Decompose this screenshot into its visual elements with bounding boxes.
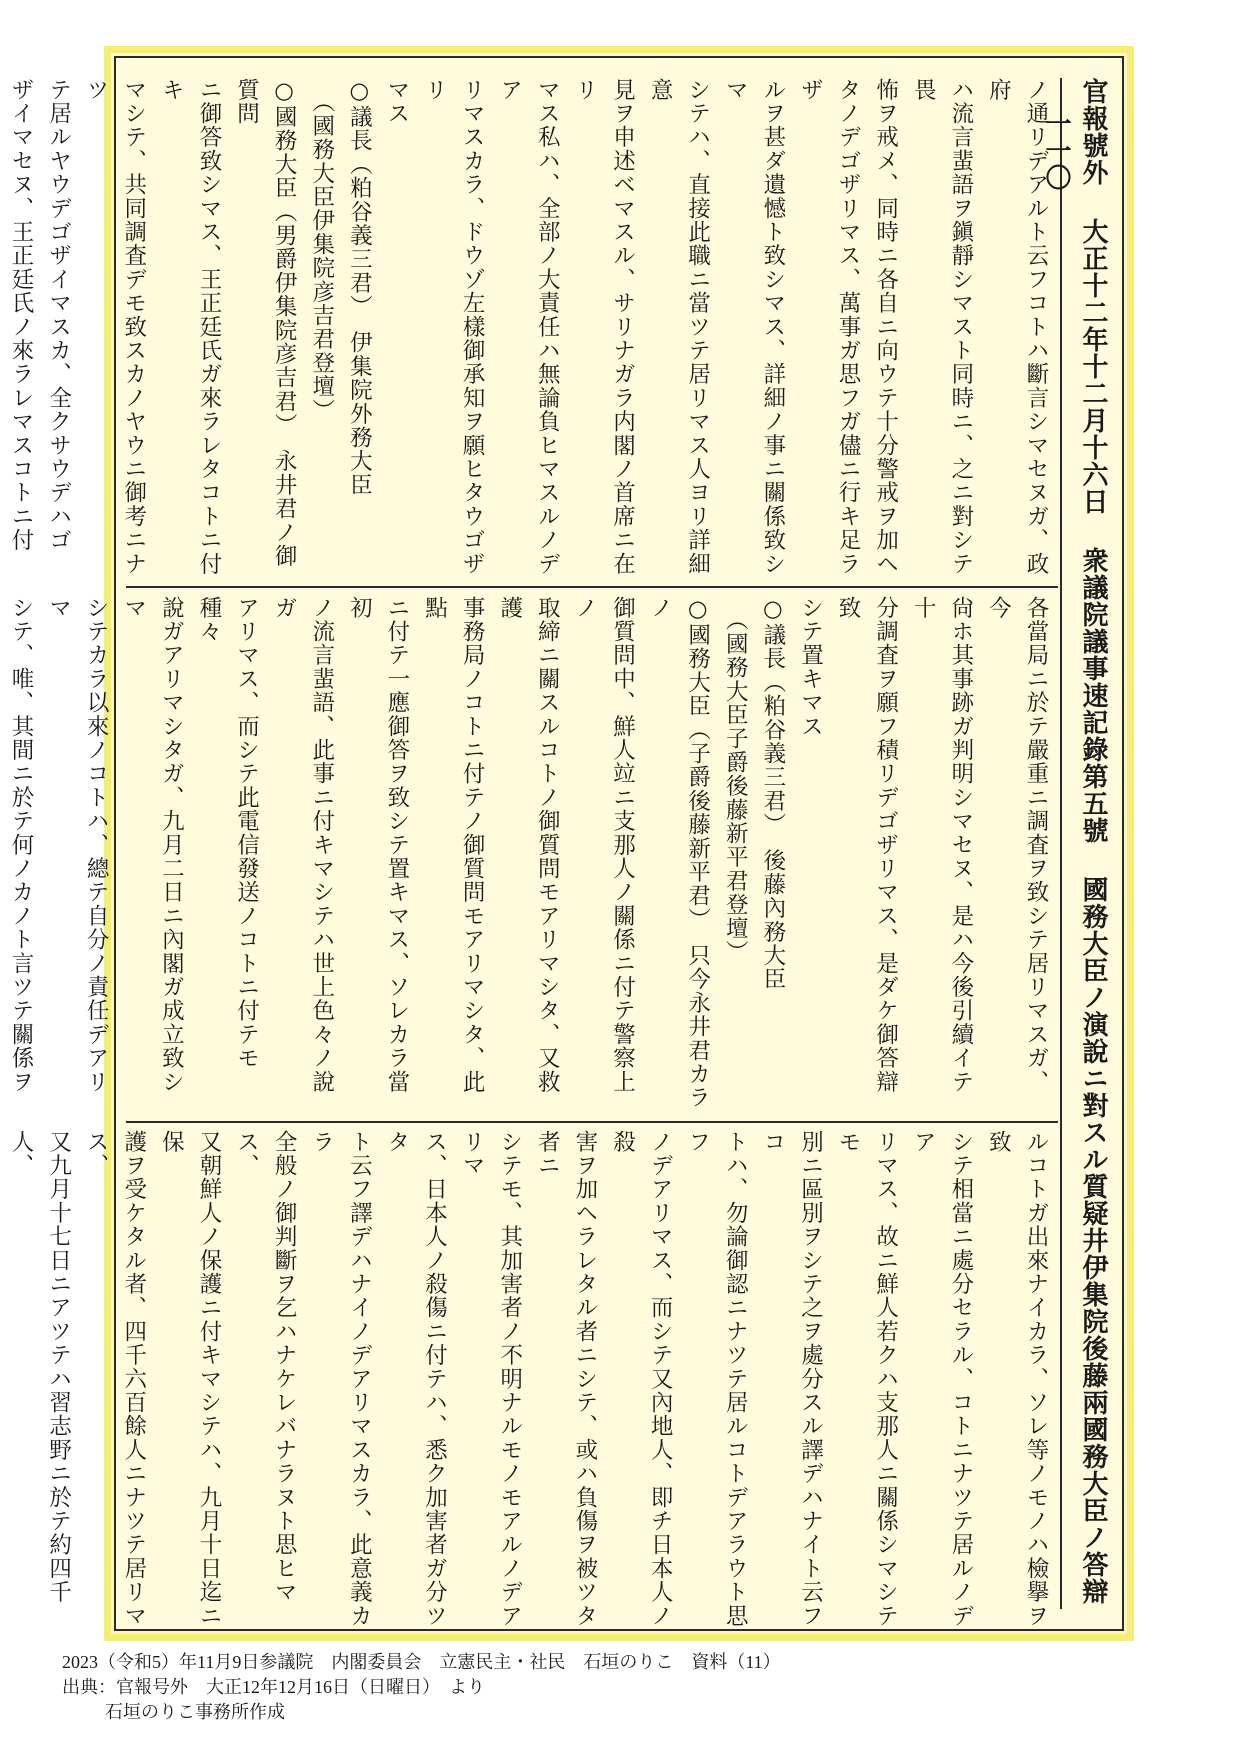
text-column: シテ相當ニ處分セラル、コトニナツテ居ルノデア xyxy=(910,1130,974,1628)
text-column: 別ニ區別ヲシテ之ヲ處分スル譯デハナイト云フコ xyxy=(759,1130,824,1628)
text-column: シテカラ以來ノコトハ、總テ自分ノ責任デアリマ xyxy=(45,596,110,1094)
section-divider xyxy=(126,586,1058,588)
text-column: （國務大臣子爵後藤新平君登壇） xyxy=(722,596,749,964)
text-column xyxy=(0,596,1,1116)
text-column: 又朝鮮人ノ保護ニ付キマシテハ、九月十日迄ニ保 xyxy=(158,1130,222,1628)
document-footer xyxy=(62,1650,781,1725)
text-column: ○國務大臣（子爵後藤新平君） 只今永井君カラノ xyxy=(647,596,711,1110)
text-column: 說ガアリマシタガ、九月二日ニ內閣ガ成立致シマ xyxy=(120,596,185,1094)
text-column: ス、日本人ノ殺傷ニ付テハ、悉ク加害者ガ分ツタ xyxy=(383,1130,448,1628)
text-column: 御質問中、鮮人竝ニ支那人ノ關係ニ付テ警察上ノ xyxy=(571,596,636,1094)
text-column: 護ヲ受ケタル者、四千六百餘人ニナツテ居リマス、 xyxy=(83,1130,147,1628)
text-column: 取締ニ關スルコトノ御質問モアリマシタ、又救護 xyxy=(496,596,561,1094)
footer-author: 石垣のりこ事務所作成 xyxy=(105,1702,285,1722)
text-column: ニ付テ一應御答ヲ致シテ置キマス、ソレカラ當初 xyxy=(346,596,410,1094)
text-block-middle xyxy=(7,596,1054,1116)
highlighted-gazette-page xyxy=(7,46,1134,1641)
text-column: シテ、唯、其間ニ於テ何ノカノト言ツテ關係ヲ xyxy=(7,596,34,1094)
text-column: シテハ、直接此職ニ當ツテ居リマス人ヨリ詳細意 xyxy=(647,78,711,576)
footer-source-note: 2023（令和5）年11月9日参議院 内閣委員会 立憲民主・社民 石垣のりこ 資料（11） xyxy=(62,1652,781,1672)
section-divider xyxy=(126,1121,1058,1123)
text-column: テ居ルヤウデゴザイマスカ、全クサウデハゴ xyxy=(45,78,72,552)
text-column: シテ置キマス xyxy=(797,596,824,739)
text-column: 全般ノ御判斷ヲ乞ハナケレバナラヌト思ヒマス、 xyxy=(233,1130,298,1604)
topic-title: 國務大臣ノ演說ニ對スル質疑井伊集院後藤兩國務大臣ノ答辯 xyxy=(1078,876,1108,1606)
text-column: 各當局ニ於テ嚴重ニ調査ヲ致シテ居リマスガ、今 xyxy=(985,596,1049,1094)
text-column: 尙ホ其事跡ガ判明シマセヌ、是ハ今後引續イテ十 xyxy=(910,596,974,1094)
footer-citation: 出典：官報号外 大正12年12月16日（日曜日） より xyxy=(62,1677,485,1697)
text-column: マシテ、共同調査デモ致スカノヤウニ御考ニナツ xyxy=(83,78,147,576)
text-column: ○議長（粕谷義三君） 後藤內務大臣 xyxy=(759,596,786,992)
text-column: ○國務大臣（男爵伊集院彦吉君） 永井君ノ御質問 xyxy=(233,78,298,568)
text-column: ニ御答致シマス、王正廷氏ガ來ラレタコトニ付キ xyxy=(158,78,222,576)
text-column: タノデゴザリマス、萬事ガ思フガ儘ニ行キ足ラザ xyxy=(797,78,862,576)
text-column: 又九月十七日ニアツテハ習志野ニ於テ約四千人、 xyxy=(7,1130,72,1604)
text-column: リマスカラ、ドウゾ左樣御承知ヲ願ヒタウゴザリ xyxy=(421,78,486,576)
text-column: シテモ、其加害者ノ不明ナルモノモアルノデアリマ xyxy=(459,1130,523,1628)
text-column: ルヲ甚ダ遺憾ト致シマス、詳細ノ事ニ關係致シマ xyxy=(722,78,786,576)
text-column: ノデアリマス、而シテ又內地人、即チ日本人ノ殺 xyxy=(609,1130,674,1628)
text-column: 見ヲ申述ベマスル、サリナガラ内閣ノ首席ニ在リ xyxy=(571,78,636,576)
text-column: マス私ハ、全部ノ大責任ハ無論負ヒマスルノデア xyxy=(496,78,561,576)
text-column: ノ通リデアルト云フコトハ斷言シマセヌガ、政府 xyxy=(985,78,1049,576)
text-column: （國務大臣伊集院彦吉君登壇） xyxy=(308,78,335,423)
page-number: 一一〇 xyxy=(1041,110,1071,192)
text-column: ハ流言蜚語ヲ鎭靜シマスト同時ニ、之ニ對シテ畏 xyxy=(910,78,974,576)
text-column: 害ヲ加ヘラレタル者ニシテ、或ハ負傷ヲ被ツタ者ニ xyxy=(534,1130,598,1628)
text-column: ○議長（粕谷義三君） 伊集院外務大臣 xyxy=(346,78,373,497)
text-block-bottom xyxy=(7,1130,1054,1635)
text-column: 事務局ノコトニ付テノ御質問モアリマシタ、此點 xyxy=(421,596,486,1094)
record-title: 衆議院議事速記錄第五號 xyxy=(1078,547,1108,845)
text-block-top xyxy=(7,78,1054,582)
text-column: ルコトガ出來ナイカラ、ソレ等ノモノハ檢擧ヲ致 xyxy=(985,1130,1049,1628)
text-column: トハ、勿論御認ニナツテ居ルコトデアラウト思フ xyxy=(684,1130,749,1628)
gazette-date: 大正十二年十二月十六日 xyxy=(1078,218,1108,516)
gazette-name: 官報號外 xyxy=(1078,78,1108,186)
text-column: 分調査ヲ願フ積リデゴザリマス、是ダケ御答辯致 xyxy=(835,596,899,1094)
text-column: 怖ヲ戒メ、同時ニ各自ニ向ウテ十分警戒ヲ加ヘ xyxy=(872,78,899,576)
text-column: アリマス、而シテ此電信發送ノコトニ付テモ種々 xyxy=(195,596,260,1070)
text-column: マス xyxy=(383,78,410,126)
text-column: ザイマセヌ、王正廷氏ノ來ラレマスコトニ付 xyxy=(7,78,34,552)
text-column: リマス、故ニ鮮人若クハ支那人ニ關係シマシテモ xyxy=(835,1130,899,1628)
text-column: ノ流言蜚語、此事ニ付キマシテハ世上色々ノ說ガ xyxy=(271,596,335,1094)
gazette-header xyxy=(1041,78,1112,1609)
gazette-frame xyxy=(7,56,1124,1631)
text-column: ト云フ譯デハナイノデアリマスカラ、此意義カラ xyxy=(308,1130,373,1628)
text-column xyxy=(0,1130,1,1635)
